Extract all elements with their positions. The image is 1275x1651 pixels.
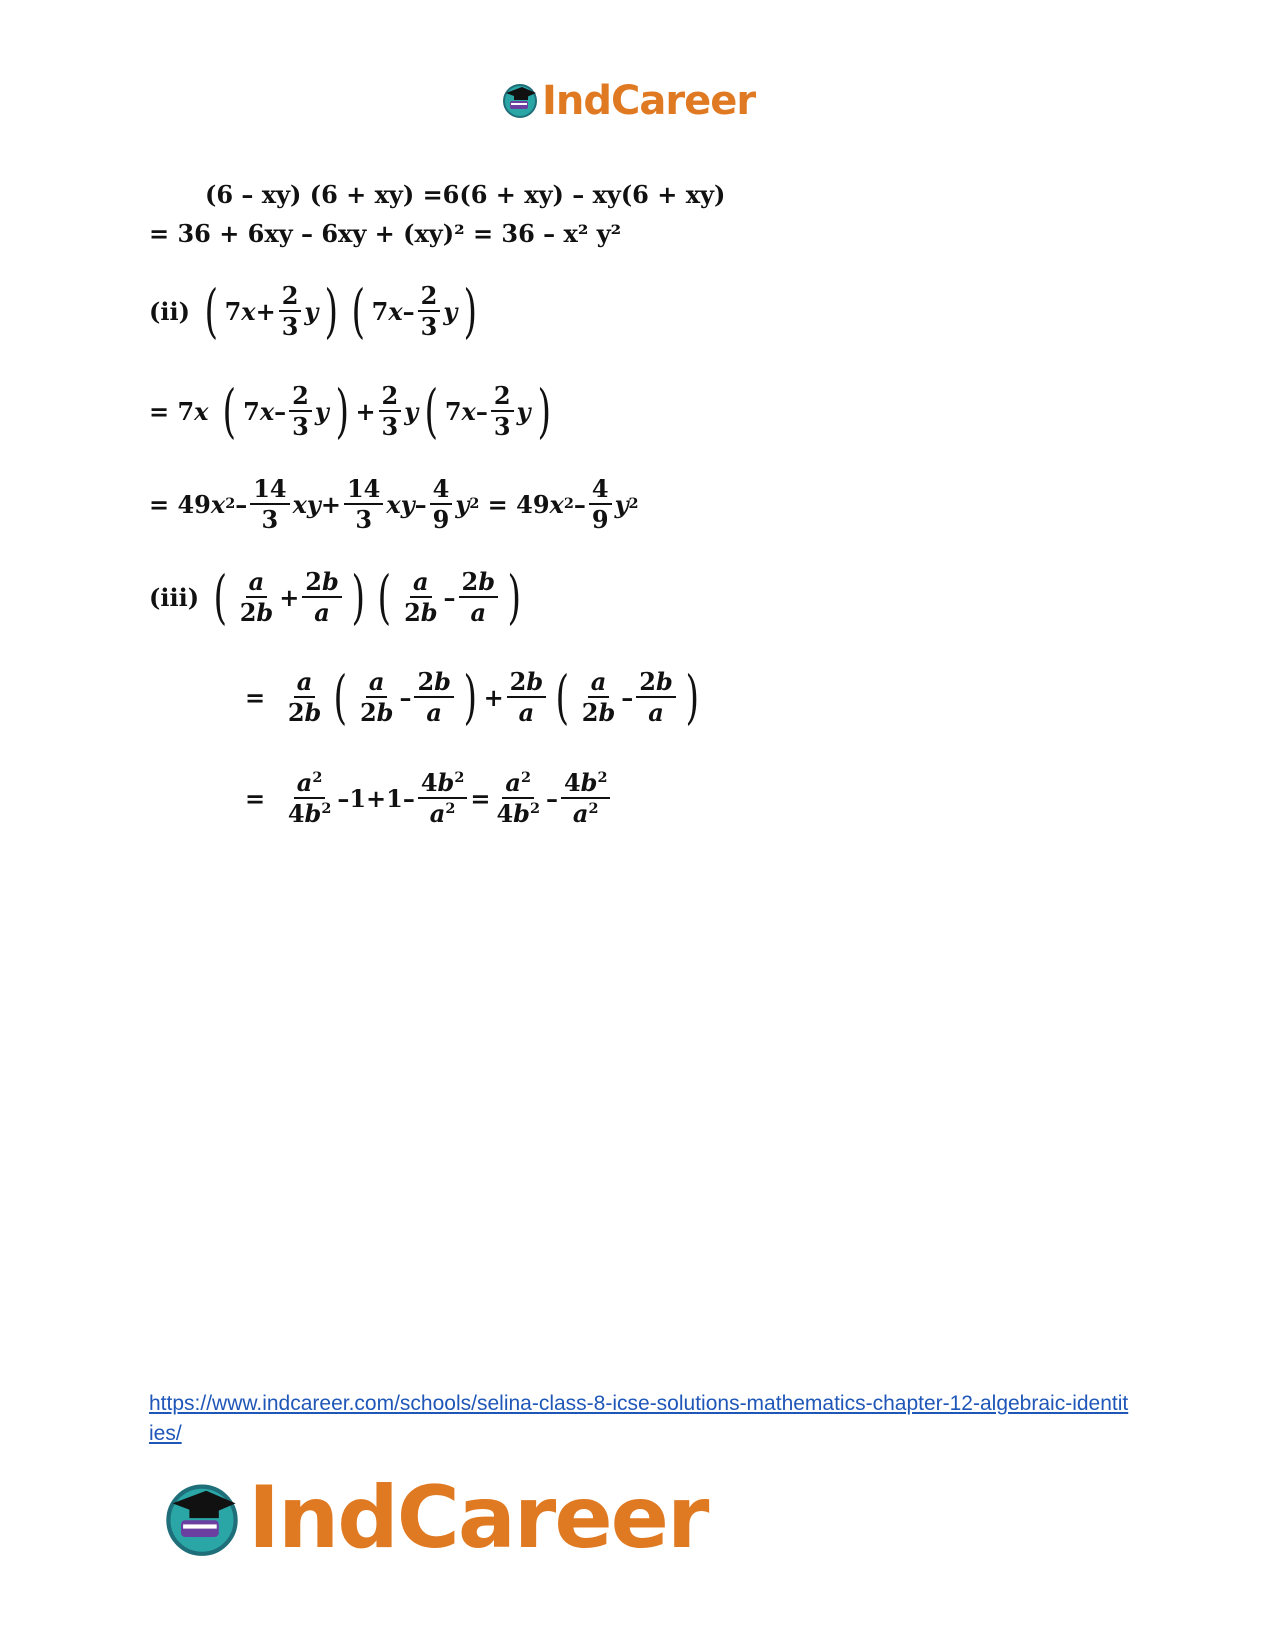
solution-line-1: (6 – xy) (6 + xy) =6(6 + xy) – xy(6 + xy)	[205, 180, 726, 209]
part-ii-step-1: = 7 x ( 7 x – $\frac{2}{3}$ y ) + $\frac{2}{3}$ y ( 7 x – $\frac{2}{3}$ y )	[149, 377, 551, 445]
part-iii-step-1: = $\frac{a}{2b}$ ( $\frac{a}{2b}$ – $\frac{2b}{a}$ ) + $\frac{2b}{a}$ ( $\frac{a}{2b}$ – $\frac{2b}{a}$ )	[245, 663, 699, 731]
footer-logo	[160, 1468, 707, 1568]
part-iii-step-2: = $\frac{a^2}{4b^2}$ –1+1– $\frac{4b^2}{a^2}$ = $\frac{a^2}{4b^2}$ – $\frac{4b^2}{a^2}$	[245, 770, 613, 826]
logo-text: IndCareer	[248, 1468, 708, 1568]
part-ii-expression: (ii) ( 7 x + $\frac{2}{3}$ y ) ( 7 x – $\frac{2}{3}$ y )	[149, 277, 478, 345]
logo-text: IndCareer	[542, 78, 756, 124]
part-iii-label: (iii)	[149, 582, 200, 612]
graduation-cap-icon	[160, 1474, 244, 1562]
part-ii-step-2: = 49 x 2 – $\frac{14}{3}$ xy + $\frac{14}{3}$ xy – $\frac{4}{9}$ y 2 = 49 x 2 – $\frac{4}{9}$ y 2	[149, 474, 639, 535]
part-iii-expression: (iii) ( $\frac{a}{2b}$ + $\frac{2b}{a}$ ) ( $\frac{a}{2b}$ – $\frac{2b}{a}$ )	[149, 563, 522, 631]
part-ii-label: (ii)	[149, 296, 190, 326]
solution-line-2: = 36 + 6xy – 6xy + (xy)² = 36 – x² y²	[149, 219, 622, 248]
source-url-link[interactable]: https://www.indcareer.com/schools/selina-class-8-icse-solutions-mathematics-chapter-12-algebraic-identities/	[149, 1392, 1129, 1445]
